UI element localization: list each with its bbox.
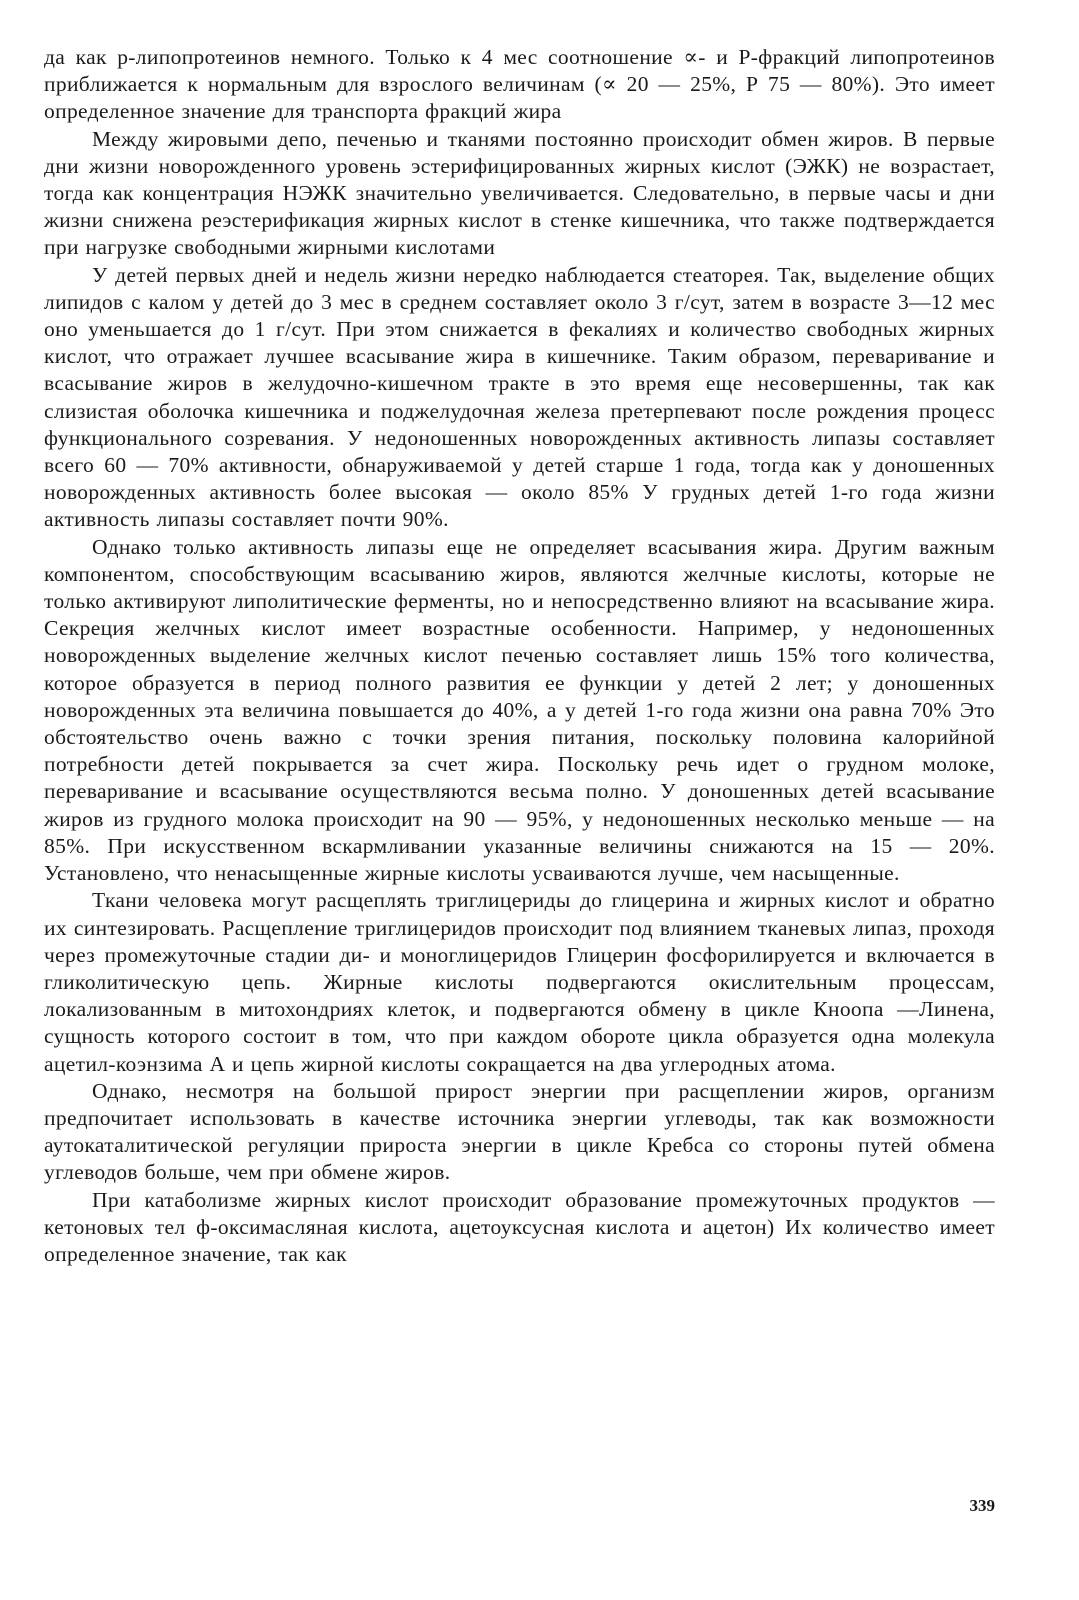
paragraph-7: При катаболизме жирных кислот происходит образование промежуточных продуктов — кетоновых тел ф-оксимасляная кислота, ацетоуксусная кислота и ацетон) Их количество имеет определенное значение, так как — [44, 1187, 995, 1266]
paragraph-2: Между жировыми депо, печенью и тканями постоянно происходит обмен жиров. В первые дни жизни новорожденного уровень эстерифицированных жирных кислот (ЭЖК) не возрастает, тогда как концентрация НЭЖК значительно увеличивается. Следовательно, в первые часы и дни жизни снижена реэстерификация жирных кислот в стенке кишечника, что также подтверждается при нагрузке свободными жирными кислотами — [44, 126, 995, 260]
body-text — [44, 44, 995, 1268]
paragraph-3: У детей первых дней и недель жизни нередко наблюдается стеаторея. Так, выделение общих липидов с калом у детей до 3 мес в среднем составляет около 3 г/сут, затем в возрасте 3—12 мес оно уменьшается до 1 г/сут. При этом снижается в фекалиях и количество свободных жирных кислот, что отражает лучшее всасывание жира в кишечнике. Таким образом, переваривание и всасывание жиров в желудочно-кишечном тракте в это время еще несовершенны, так как слизистая оболочка кишечника и поджелудочная железа претерпевают после рождения процесс функционального созревания. У недоношенных новорожденных активность липазы составляет всего 60 — 70% активности, обнаруживаемой у детей старше 1 года, тогда как у доношенных новорожденных активность более высокая — около 85% У грудных детей 1-го года жизни активность липазы составляет почти 90%. — [44, 262, 995, 532]
paragraph-4: Однако только активность липазы еще не определяет всасывания жира. Другим важным компонентом, способствующим всасыванию жиров, являются желчные кислоты, которые не только активируют липолитические ферменты, но и непосредственно влияют на всасывание жира. Секреция желчных кислот имеет возрастные особенности. Например, у недоношенных новорожденных выделение желчных кислот печенью составляет лишь 15% того количества, которое образуется в период полного развития ее функции у детей 2 лет; у доношенных новорожденных эта величина повышается до 40%, а у детей 1-го года жизни она равна 70% Это обстоятельство очень важно с точки зрения питания, поскольку половина калорийной потребности детей покрывается за счет жира. Поскольку речь идет о грудном молоке, переваривание и всасывание осуществляются весьма полно. У доношенных детей всасывание жиров из грудного молока происходит на 90 — 95%, у недоношенных несколько меньше — на 85%. При искусственном вскармливании указанные величины снижаются на 15 — 20%. Установлено, что ненасыщенные жирные кислоты усваиваются лучше, чем насыщенные. — [44, 534, 995, 886]
page-number: 339 — [969, 1496, 995, 1515]
paragraph-6: Однако, несмотря на большой прирост энергии при расщеплении жиров, организм предпочитает использовать в качестве источника энергии углеводы, так как возможности аутокаталитической регуляции прироста энергии в цикле Кребса со стороны путей обмена углеводов больше, чем при обмене жиров. — [44, 1078, 995, 1185]
paragraph-5: Ткани человека могут расщеплять триглицериды до глицерина и жирных кислот и обратно их синтезировать. Расщепление триглицеридов происходит под влиянием тканевых липаз, проходя через промежуточные стадии ди- и моноглицеридов Глицерин фосфорилируется и включается в гликолитическую цепь. Жирные кислоты подвергаются окислительным процессам, локализованным в митохондриях клеток, и подвергаются обмену в цикле Кноопа —Линена, сущность которого состоит в том, что при каждом обороте цикла образуется одна молекула ацетил-коэнзима А и цепь жирной кислоты сокращается на два углеродных атома. — [44, 888, 995, 1076]
paragraph-1: да как р-липопротеинов немного. Только к 4 мес соотношение ∝- и Р-фракций липопротеинов приближается к нормальным для взрослого величинам (∝ 20 — 25%, Р 75 — 80%). Это имеет определенное значение для транспорта фракций жира — [44, 45, 995, 124]
